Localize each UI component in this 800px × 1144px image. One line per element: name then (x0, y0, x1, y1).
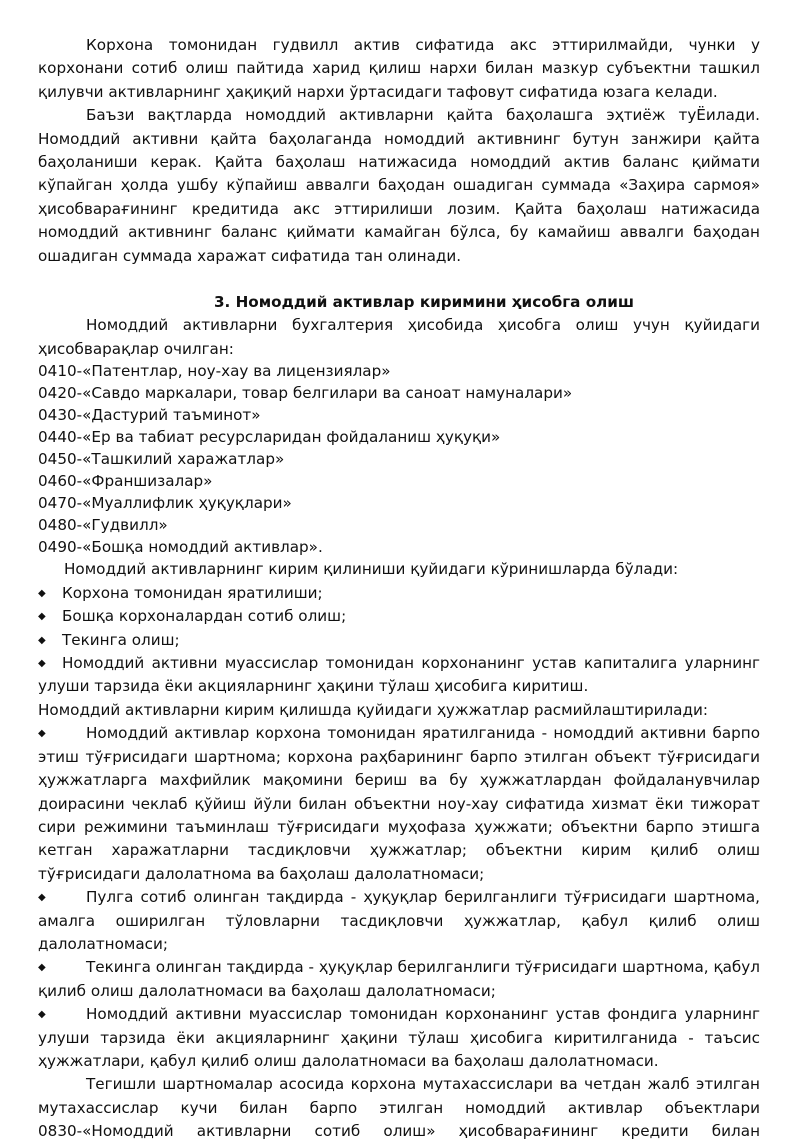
diamond-bullet-icon: ◆ (38, 658, 46, 670)
account-item: 0430-«Дастурий таъминот» (38, 406, 261, 425)
documents-list (38, 722, 760, 1073)
paragraph-closing: Тегишли шартномалар асосида корхона мутахассислари ва четдан жалб этилган мутахассислар кучи билан барпо этилган номоддий активлар объектлари 0830-«Номоддий активларни сотиб олиш» ҳисобварағининг кредити билан (38, 1075, 760, 1141)
account-item: 0480-«Гудвилл» (38, 515, 168, 534)
account-item: 0470-«Муаллифлик ҳуқуқлари» (38, 493, 292, 512)
account-item: 0410-«Патентлар, ноу-хау ва лицензиялар» (38, 362, 391, 381)
list-item-text: Пулга сотиб олинган тақдирда - ҳуқуқлар берилганлиги тўғрисидаги шартнома, амалга оширилган тўловларни тасдиқловчи ҳужжатлар, қабул қилиб олиш далолатномаси; (38, 888, 760, 953)
list-item (38, 1003, 760, 1073)
account-item: 0450-«Ташкилий харажатлар» (38, 449, 285, 468)
list-item-text: Номоддий активлар корхона томонидан яратилганида - номоддий активни барпо этиш тўғрисидаги шартнома; корхона раҳбарининг барпо этилган объект тўғрисидаги ҳужжатларга махфийлик мақомини бериш ва бу ҳужжатлардан фойдаланувчилар доирасини чеклаб қўйиш йўли билан объектни ноу-хау сифатида хизмат ёки тижорат сири режимини таъминлаш тўғрисидаги муҳофаза ҳужжати; объектни барпо этишга кетган харажатларни тасдиқловчи ҳужжатлар; объектни кирим қилиб олиш тўғрисидаги далолатнома ва баҳолаш далолатномаси; (38, 724, 760, 883)
account-item: 0440-«Ер ва табиат ресурсларидан фойдаланиш ҳуқуқи» (38, 428, 501, 446)
diamond-bullet-icon: ◆ (38, 962, 46, 974)
section-heading: 3. Номоддий активлар киримини ҳисобга олиш (213, 293, 635, 312)
documents-intro: Номоддий активларни кирим қилишда қуйидаги ҳужжатлар расмийлаштирилади: (38, 700, 708, 719)
diamond-bullet-icon: ◆ (38, 634, 46, 646)
list-item-text: Номоддий активни муассислар томонидан корхонанинг устав капиталига уларнинг улуши тарзида ёки акцияларнинг ҳақини тўлаш ҳисобига киритиш. (38, 654, 760, 696)
list-item-text: Текинга олиш; (62, 630, 180, 649)
list-item-text: Бошқа корхоналардан сотиб олиш; (62, 607, 347, 626)
list-item-text: Текинга олинган тақдирда - ҳуқуқлар берилганлиги тўғрисидаги шартнома, қабул қилиб олиш далолатномаси ва баҳолаш далолатномаси; (38, 958, 760, 1000)
list-item (38, 652, 760, 699)
receipt-forms-list (38, 582, 760, 699)
diamond-bullet-icon: ◆ (38, 728, 46, 740)
accounts-intro: Номоддий активларни бухгалтерия ҳисобида ҳисобга олиш учун қуйидаги ҳисобварақлар очилган: (38, 316, 760, 358)
account-item: 0460-«Франшизалар» (38, 471, 213, 490)
diamond-bullet-icon: ◆ (38, 587, 46, 599)
diamond-bullet-icon: ◆ (38, 1009, 46, 1021)
account-item: 0490-«Бошқа номоддий активлар». (38, 537, 323, 556)
list-item (38, 956, 760, 1003)
paragraph-revaluation: Баъзи вақтларда номоддий активларни қайта баҳолашга эҳтиёж туЁилади. Номоддий активни қайта баҳолаганда номоддий активнинг бутун занжири қайта баҳоланиши керак. Қайта баҳолаш натижасида номоддий актив баланс қиймати кўпайган ҳолда ушбу кўпайиш аввалги баҳодан ошадиган суммада «Заҳира сармоя» ҳисобварағининг кредитида акс эттирилиши лозим. Қайта баҳолаш натижасида номоддий активнинг баланс қиймати камайган бўлса, бу камайиш аввалги баҳодан ошадиган суммада харажат сифатида тан олинади. (38, 106, 760, 265)
diamond-bullet-icon: ◆ (38, 892, 46, 904)
list-item (38, 722, 760, 886)
list-item (38, 582, 760, 605)
diamond-bullet-icon: ◆ (38, 611, 46, 623)
list-item-text: Корхона томонидан яратилиши; (62, 583, 323, 602)
list-item (38, 605, 760, 628)
account-item: 0420-«Савдо маркалари, товар белгилари ва саноат намуналари» (38, 384, 573, 403)
receipt-intro: Номоддий активларнинг кирим қилиниши қуйидаги кўринишларда бўлади: (64, 560, 679, 579)
list-item-text: Номоддий активни муассислар томонидан корхонанинг устав фондига уларнинг улуши тарзида ёки акцияларнинг ҳақини тўлаш ҳисобига киритилганида - таъсис ҳужжатлари, қабул қилиб олиш далолатномаси ва баҳолаш далолатномаси. (38, 1005, 760, 1070)
list-item (38, 886, 760, 956)
list-item (38, 629, 760, 652)
accounts-list (38, 361, 760, 558)
paragraph-goodwill: Корхона томонидан гудвилл актив сифатида акс эттирилмайди, чунки у корхонани сотиб олиш пайтида харид қилиш нархи билан мазкур субъектни ташкил қилувчи активларнинг ҳақиқий нархи ўртасидаги тафовут сифатида юзага келади. (38, 36, 760, 101)
